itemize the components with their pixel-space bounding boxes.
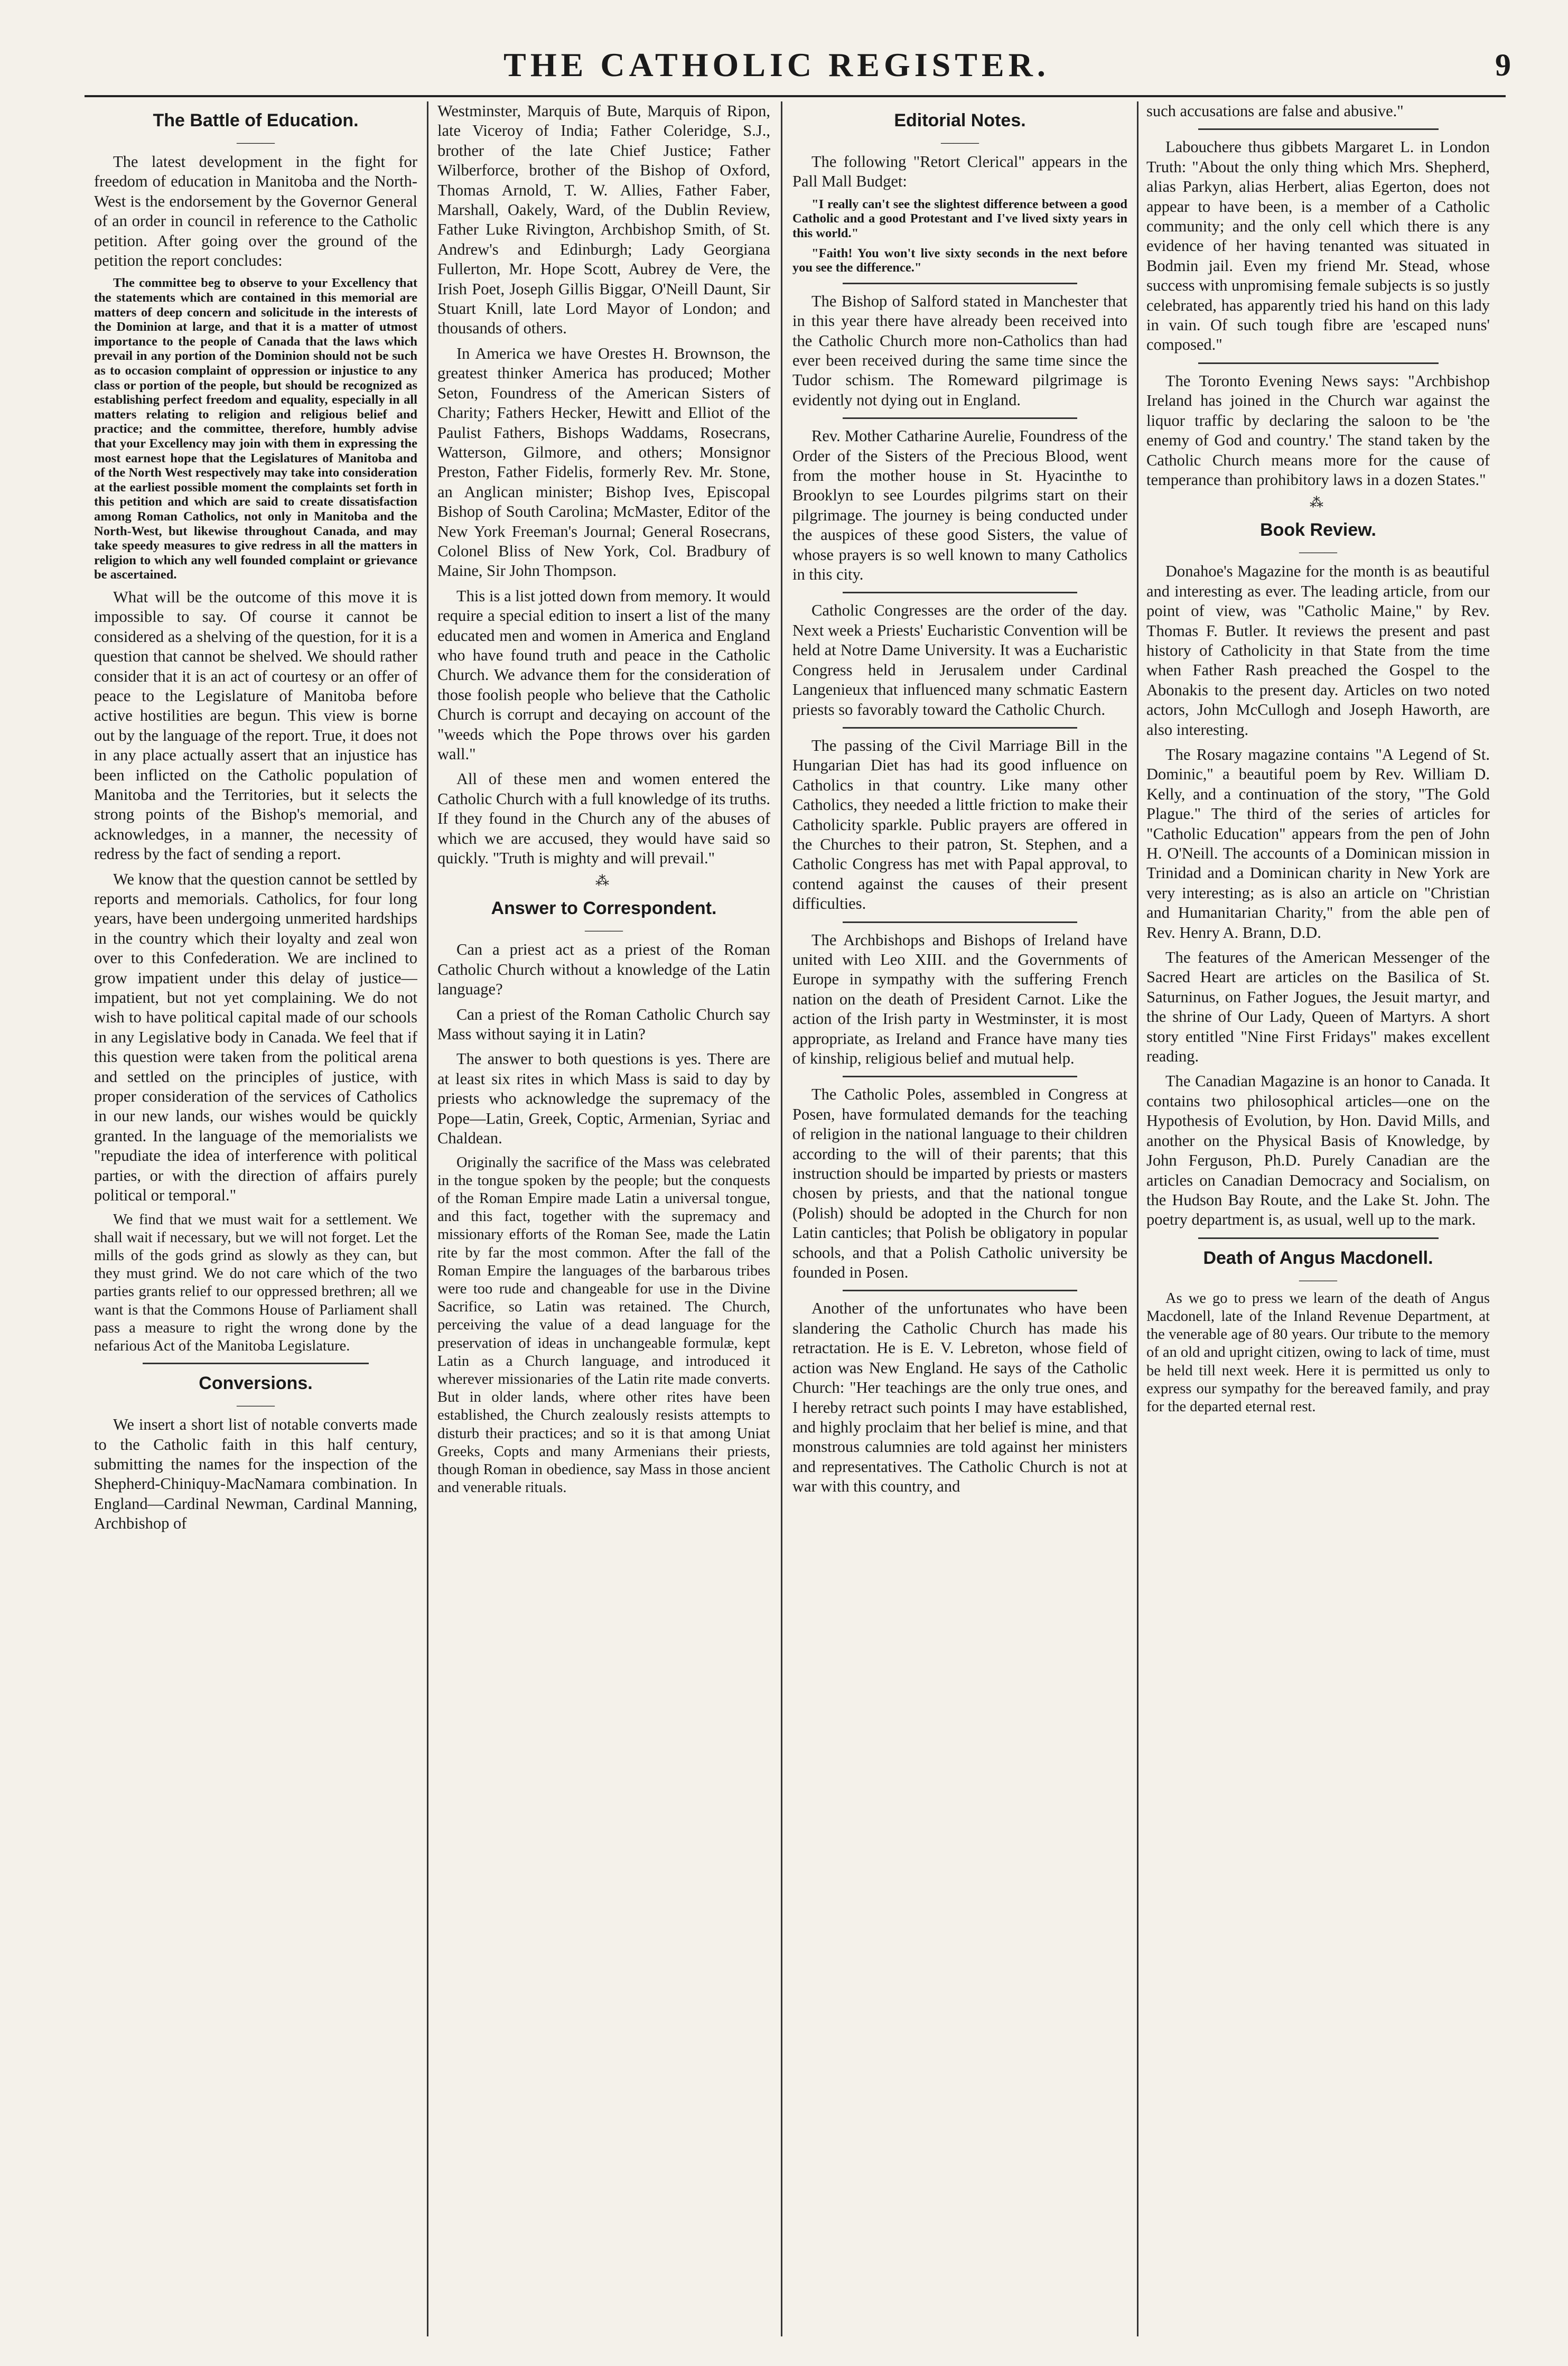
heading-divider: ———	[237, 136, 275, 150]
article-paragraph: The Canadian Magazine is an honor to Canada. It contains two philosophical articles—one on the Hypothesis of Evolution, by Hon. David Mills, and another on the Physical Basis of Knowledge, by John Ferguson, Ph.D. Purely Canadian are the articles on Canadian Democracy and Socialism, on the Hudson Bay Route, and the Lake St. John. The poetry department is, as usual, well up to the mark.	[1146, 1072, 1490, 1229]
article-paragraph: Labouchere thus gibbets Margaret L. in London Truth: "About the only thing which Mrs. Shepherd, alias Parkyn, alias Herbert, alias Egerton, does not appear to have been, is a member of a Catholic community; and the only cell which there is any evidence of her having tenanted was situated in Bodmin jail. Even my friend Mr. Stead, whose success with unpromising female subjects is so justly celebrated, has apparently tried his hand on this lady in vain. Of such tough fibre are 'escaped nuns' composed."	[1146, 138, 1490, 354]
section-divider	[1198, 1237, 1439, 1239]
question-paragraph: Can a priest act as a priest of the Roman Catholic Church without a knowledge of the Latin language?	[437, 940, 770, 999]
section-divider	[1198, 362, 1439, 364]
article-paragraph: We insert a short list of notable converts made to the Catholic faith in this half century, submitting the names for the inspection of the Shepherd-Chiniquy-MacNamara combination. In England—Cardinal Newman, Cardinal Manning, Archbishop of	[94, 1415, 417, 1533]
newspaper-title: THE CATHOLIC REGISTER.	[503, 46, 1050, 83]
article-paragraph: The answer to both questions is yes. There are at least six rites in which Mass is said to day by priests who acknowledge the supremacy of the Pope—Latin, Greek, Coptic, Armenian, Syriac and Chaldean.	[437, 1050, 770, 1148]
article-paragraph: Westminster, Marquis of Bute, Marquis of Ripon, late Viceroy of India; Father Coleridge, S.J., brother of the late Chief Justice; Father Wilberforce, brother of the Bishop of Oxford, Thomas Arnold, T. W. Allies, Father Faber, Marshall, Oakely, Ward, of the Dublin Review, Father Luke Rivington, Archbishop Smith, of St. Andrew's and Edinburgh; Lady Georgiana Fullerton, Mr. Hope Scott, Aubrey de Vere, the Irish Poet, Joseph Gillis Biggar, O'Neill Daunt, Sir Stuart Knill, late Lord Mayor of London; and thousands of others.	[437, 102, 770, 338]
article-heading-battle-of-education: The Battle of Education.	[153, 110, 359, 131]
article-paragraph: The features of the American Messenger of the Sacred Heart are articles on the Basilica of St. Saturninus, on Father Jogues, the Jesuit martyr, and the shrine of Our Lady, Queen of Martyrs. A short story entitled "Nine First Fridays" makes excellent reading.	[1146, 948, 1490, 1066]
section-divider	[843, 1076, 1077, 1077]
section-ornament: ⁂	[595, 873, 612, 889]
article-heading-book-review: Book Review.	[1260, 520, 1376, 541]
article-heading-editorial-notes: Editorial Notes.	[894, 110, 1026, 131]
heading-divider: ———	[585, 924, 623, 938]
article-paragraph: The following "Retort Clerical" appears in the Pall Mall Budget:	[792, 153, 1127, 191]
section-divider	[843, 592, 1077, 593]
article-paragraph: In America we have Orestes H. Brownson, the greatest thinker America has produced; Mother Seton, Foundress of the American Sisters of Charity; Fathers Hecker, Hewitt and Elliot of the Paulist Fathers, Bishops Waddams, Rosecrans, Watterson, Gilmore, and others; Monsignor Preston, Father Fidelis, formerly Rev. Mr. Stone, an Anglican minister; Bishop Ives, Episcopal Bishop of South Carolina; McMaster, Editor of the New York Freeman's Journal; General Rosecrans, Colonel Bliss of New York, Col. Bradbury of Maine, Sir John Thompson.	[437, 344, 770, 580]
article-heading-death-of-angus-macdonell: Death of Angus Macdonell.	[1203, 1247, 1433, 1268]
article-paragraph: The Bishop of Salford stated in Manchester that in this year there have already been received into the Catholic Church more non-Catholics than had ever been received during the same time since the Tudor schism. The Romeward pilgrimage is evidently not dying out in England.	[792, 292, 1127, 409]
heading-divider: ———	[1299, 1273, 1337, 1287]
question-paragraph: Can a priest of the Roman Catholic Church say Mass without saying it in Latin?	[437, 1005, 770, 1044]
article-paragraph: The Toronto Evening News says: "Archbishop Ireland has joined in the Church war against the liquor traffic by declaring the saloon to be 'the enemy of God and country.' The stand taken by the Catholic Church means more for the cause of temperance than prohibitory laws in a dozen States."	[1146, 371, 1490, 489]
article-paragraph: The Catholic Poles, assembled in Congress at Posen, have formulated demands for the teaching of religion in the national language to their children according to the will of their parents; that this instruction should be imparted by priests or masters chosen by priests, and that the national tongue (Polish) should be adopted in the Church for non Latin canticles; that Polish be obligatory in popular schools, and that a Polish Catholic university be founded in Posen.	[792, 1085, 1127, 1282]
article-paragraph: The latest development in the fight for freedom of education in Manitoba and the North-West is the endorsement by the Governor General of an order in council in reference to the Catholic petition. After going over the ground of the petition the report concludes:	[94, 153, 417, 270]
article-paragraph: Originally the sacrifice of the Mass was celebrated in the tongue spoken by the people; but the conquests of the Roman Empire made Latin a universal tongue, and this fact, together with the supremacy and missionary efforts of the Roman See, made the Latin rite by far the most common. After the fall of the Roman Empire the languages of the barbarous tribes were too rude and changeable for use in the Divine Sacrifice, so Latin was retained. The Church, perceiving the value of a dead language for the preservation of ideas in unchangeable formulæ, kept Latin as a Church language, and introduced it wherever missionaries of the Latin rite made converts. But in older lands, where other rites have been established, the Church zealously resists attempts to disturb their practices; and so it is that among Uniat Greeks, Copts and many Armenians their priests, though Roman in obedience, say Mass in those ancient and venerable rituals.	[437, 1154, 770, 1496]
column-1	[94, 101, 417, 2336]
column-rule	[427, 101, 428, 2336]
column-2	[437, 101, 770, 2336]
article-paragraph: Another of the unfortunates who have been slandering the Catholic Church has made his retractation. He is E. V. Lebreton, whose field of action was New England. He says of the Catholic Church: "Her teachings are the only true ones, and I hereby retract such points I may have established, and highly proclaim that her belief is mine, and that monstrous calumnies are told against her ministers and representatives. The Catholic Church is not at war with this country, and	[792, 1299, 1127, 1496]
article-paragraph: The Rosary magazine contains "A Legend of St. Dominic," a beautiful poem by Rev. William D. Kelly, and a continuation of the story, "The Gold Plague." The third of the series of articles for "Catholic Education" appears from the pen of John H. O'Neill. The accounts of a Dominican mission in Trinidad and a Dominican charity in New York are very interesting; as is also an article on "Christian and Humanitarian Charity," from the able pen of Rev. Henry A. Brann, D.D.	[1146, 745, 1490, 942]
article-paragraph: The Archbishops and Bishops of Ireland have united with Leo XIII. and the Governments of Europe in sympathy with the suffering French nation on the death of President Carnot. Like the action of the Irish party in Westminster, it is most appropriate, as Ireland and France have many ties of kinship, religious belief and mutual help.	[792, 930, 1127, 1067]
page-number: 9	[1495, 48, 1511, 82]
article-paragraph: As we go to press we learn of the death of Angus Macdonell, late of the Inland Revenue Department, at the venerable age of 80 years. Our tribute to the memory of an old and upright citizen, owing to lack of time, must be held till next week. Here it is permitted us only to express our sympathy for the bereaved family, and pray for the departed eternal rest.	[1146, 1290, 1490, 1415]
column-4	[1146, 101, 1490, 2336]
article-paragraph: Catholic Congresses are the order of the day. Next week a Priests' Eucharistic Convention will be held at Notre Dame University. It was a Eucharistic Congress held in Jerusalem under Cardinal Langenieux that influenced many schmatic Eastern priests so favorably toward the Catholic Church.	[792, 601, 1127, 719]
quoted-dialogue: "Faith! You won't live sixty seconds in the next before you see the difference."	[792, 246, 1127, 275]
quoted-dialogue: "I really can't see the slightest difference between a good Catholic and a good Protestant and I've lived sixty years in this world."	[792, 197, 1127, 240]
article-paragraph: such accusations are false and abusive."	[1146, 102, 1404, 120]
column-3	[792, 101, 1127, 2336]
article-paragraph: The passing of the Civil Marriage Bill in the Hungarian Diet has had its good influence on Catholics in that country. Like many other Catholics, they needed a little friction to make their Catholicity sparkle. Public prayers are offered in the Churches to their patron, St. Stephen, and a Catholic Congress has met with Papal approval, to contend against the causes of their present difficulties.	[792, 736, 1127, 913]
heading-divider: ———	[941, 136, 979, 150]
article-paragraph: Rev. Mother Catharine Aurelie, Foundress of the Order of the Sisters of the Precious Blood, went from the mother house in St. Hyacinthe to Brooklyn to see Lourdes pilgrims start on their pilgrimage. The journey is being conducted under the auspices of these good Sisters, the value of whose prayers is so well known to many Catholics in this city.	[792, 427, 1127, 584]
article-heading-conversions: Conversions.	[199, 1373, 313, 1394]
heading-divider: ———	[237, 1399, 275, 1413]
section-divider	[843, 1290, 1077, 1291]
heading-divider: ———	[1299, 545, 1337, 560]
article-paragraph: This is a list jotted down from memory. It would require a special edition to insert a list of the many educated men and women in America and England who have found truth and peace in the Catholic Church. We advance them for the consideration of those foolish people who believe that the Catholic Church is corrupt and decaying on account of the "weeds which the Pope throws over his garden wall."	[437, 586, 770, 763]
section-divider	[843, 921, 1077, 923]
section-divider	[143, 1363, 369, 1364]
article-paragraph: What will be the outcome of this move it is impossible to say. Of course it cannot be considered as a shelving of the question, for it is a question that cannot be shelved. We should rather consider that it is an act of courtesy or an offer of peace to the Legislature of Manitoba before active hostilities are begun. This view is borne out by the language of the report. True, it does not in any place actually assert that an injustice has been inflicted on the Catholic population of Manitoba and the Territories, but it selects the strong points of the Bishop's memorial, and acknowledges, in a manner, the necessity of redress by the fact of sending a report.	[94, 588, 417, 863]
article-paragraph: We know that the question cannot be settled by reports and memorials. Catholics, for four long years, have been undergoing unmerited hardships in the country which their loyalty and zeal won over to this Confederation. We are inclined to grow impatient under this delay of justice—impatient, but not yet complaining. We do not wish to have political capital made of our schools in any Legislative body in Canada. We feel that if this question were taken from the political arena and settled on the principles of justice, with proper consideration of the services of Catholics in our new lands, our wishes would be quickly granted. In the language of the memorialists we "repudiate the idea of interference with political parties, or with the direction of affairs purely political or temporal."	[94, 870, 417, 1205]
column-rule	[781, 101, 782, 2336]
article-heading-answer-to-correspondent: Answer to Correspondent.	[491, 898, 717, 919]
section-divider	[843, 417, 1077, 419]
section-divider	[1198, 128, 1439, 130]
article-paragraph: We find that we must wait for a settlement. We shall wait if necessary, but we will not forget. Let the mills of the gods grind as slowly as they can, but they must grind. We do not care which of the two parties grants relief to our oppressed brethren; all we want is that the Commons House of Parliament shall pass a measure to right the wrong done by the nefarious Act of the Manitoba Legislature.	[94, 1211, 417, 1354]
article-paragraph: Donahoe's Magazine for the month is as beautiful and interesting as ever. The leading article, from our point of view, was "Catholic Maine," by Rev. Thomas F. Butler. It reviews the present and past history of Catholicity in that State from the time when Father Rash preached the Gospel to the Abonakis to the present day. Articles on two noted actors, John McCullogh and Joseph Haworth, are also interesting.	[1146, 562, 1490, 739]
report-quote: The committee beg to observe to your Excellency that the statements which are contained in this memorial are matters of deep concern and solicitude in the interests of the Dominion at large, and that it is a matter of utmost importance to the people of Canada that the laws which prevail in any portion of the Dominion should not be such as to occasion complaint of oppression or injustice to any class or portion of the people, but should be recognized as establishing perfect freedom and equality, especially in all matters relating to religion and religious belief and practice; and the committee, therefore, humbly advise that your Excellency may join with them in expressing the most earnest hope that the Legislatures of Manitoba and of the North West respectively may take into consideration at the earliest possible moment the complaints set forth in this petition and which are said to create dissatisfaction among Roman Catholics, not only in Manitoba and the North-West, but likewise throughout Canada, and may take speedy measures to give redress in all the matters in religion to which any well founded complaint or grievance be ascertained.	[94, 276, 417, 582]
column-rule	[1137, 101, 1138, 2336]
section-ornament: ⁂	[1310, 495, 1327, 511]
section-divider	[843, 727, 1077, 729]
masthead	[90, 36, 1516, 99]
masthead-rule	[85, 95, 1506, 97]
section-divider	[843, 283, 1077, 284]
article-paragraph: All of these men and women entered the Catholic Church with a full knowledge of its truths. If they found in the Church any of the abuses of which we are accused, they would have said so quickly. "Truth is mighty and will prevail."	[437, 770, 770, 868]
